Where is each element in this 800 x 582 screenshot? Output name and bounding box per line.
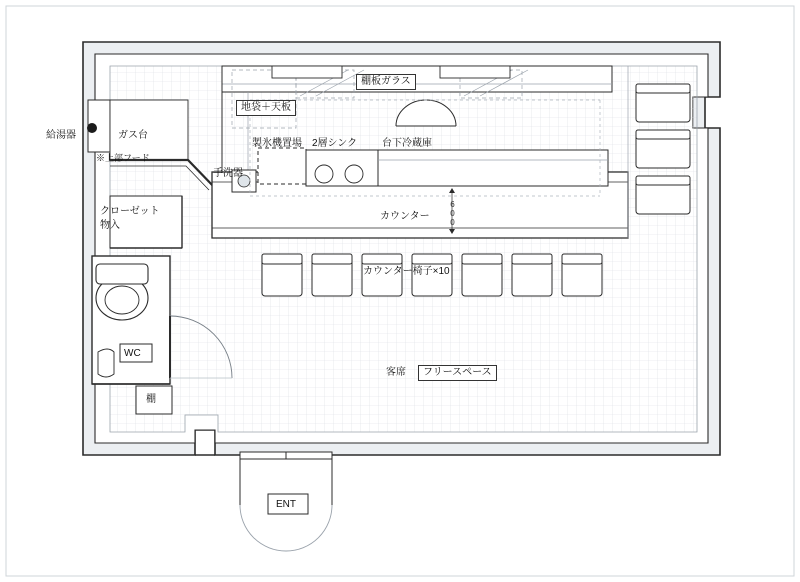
- label-wc: WC: [124, 348, 141, 359]
- label-floor-cabinet-top: 地袋＋天板: [236, 100, 296, 116]
- label-ice-machine: 製氷機置場: [252, 138, 302, 149]
- label-upper-hood: ※上部フード: [96, 153, 150, 163]
- label-hand-wash: 手洗器: [213, 168, 243, 179]
- label-water-heater: 給湯器: [46, 130, 76, 141]
- label-shelf-glass: 棚板ガラス: [356, 74, 416, 90]
- water-heater-unit: [87, 100, 110, 152]
- label-entrance: ENT: [276, 499, 296, 510]
- label-counter-chairs: カウンター椅子×10: [363, 266, 450, 277]
- closet-storage: [110, 196, 182, 248]
- label-closet: クローゼット: [100, 206, 160, 217]
- label-gas-stand: ガス台: [118, 130, 148, 141]
- label-dimension-600: 600: [448, 200, 457, 227]
- label-shelf: 棚: [146, 394, 156, 405]
- label-counter: カウンター: [380, 211, 430, 222]
- label-two-layer-sink: 2層シンク: [312, 138, 358, 149]
- label-guest-seat: 客席: [386, 367, 406, 378]
- right-booth-units: [628, 66, 690, 238]
- label-free-space: フリースペース: [418, 365, 497, 381]
- label-storage: 物入: [100, 220, 120, 231]
- label-under-counter-fridge: 台下冷蔵庫: [382, 138, 432, 149]
